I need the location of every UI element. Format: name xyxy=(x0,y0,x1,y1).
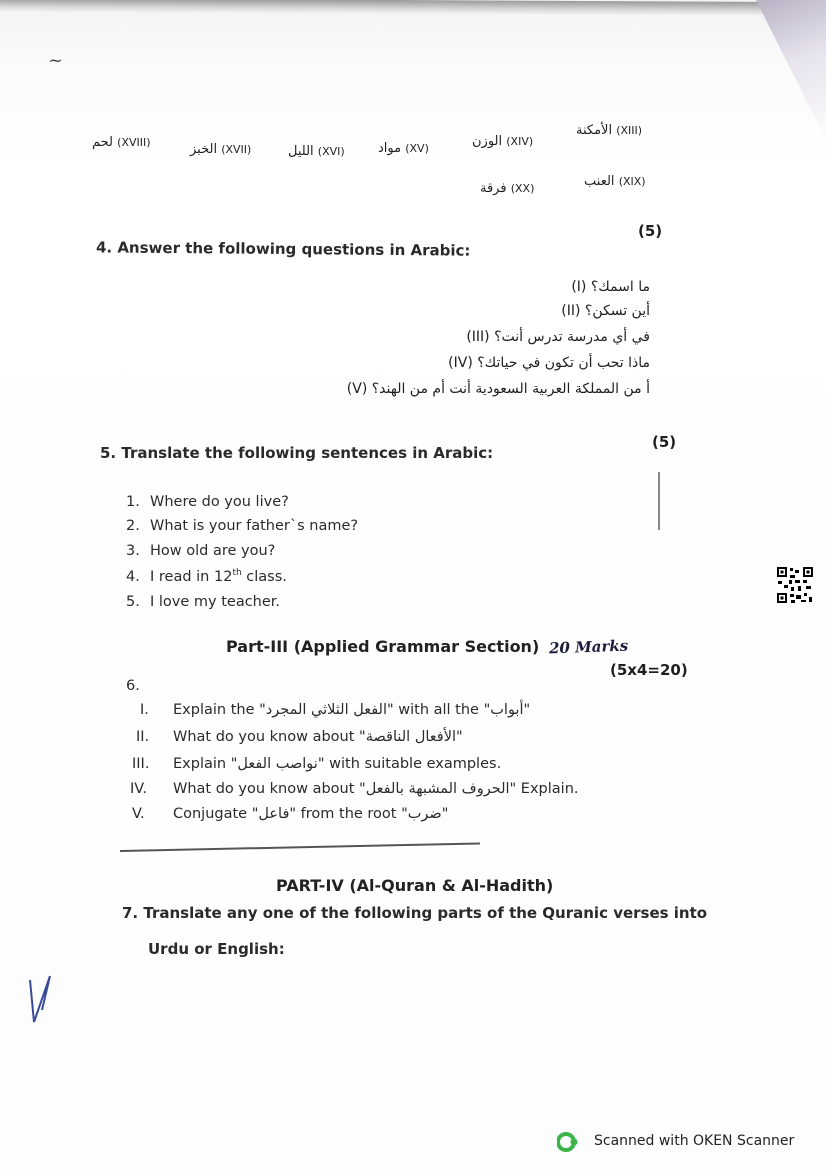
vocab-number: (XIV) xyxy=(506,135,534,148)
vocab-item xyxy=(92,135,151,150)
q5-heading: 5. Translate the following sentences in Arabic: xyxy=(100,444,494,462)
vocab-number: (XVI) xyxy=(317,145,345,158)
vocab-number: (XVIII) xyxy=(117,136,151,149)
q6-item-text: Conjugate "فاعل" from the root "ضرب" xyxy=(173,806,449,822)
vocab-item xyxy=(584,174,646,189)
vocab-item xyxy=(576,123,642,138)
vocab-word: فرقة xyxy=(480,181,507,196)
q6-item xyxy=(132,756,501,772)
q4-item-2: أين تسكن؟ (II) xyxy=(561,303,650,319)
q5-item-text: I love my teacher. xyxy=(150,594,281,610)
q6-item-num: V. xyxy=(132,806,145,822)
q6-number: 6. xyxy=(126,678,140,694)
part4-title: PART-IV (Al-Quran & Al-Hadith) xyxy=(276,876,554,895)
q5-item-text: What is your father`s name? xyxy=(150,518,359,534)
q5-item-num: 3. xyxy=(126,543,140,559)
q4-item-3: في أي مدرسة تدرس أنت؟ (III) xyxy=(466,329,650,345)
vocab-word: لحم xyxy=(92,135,114,150)
q4-item-5: أ من المملكة العربية السعودية أنت أم من الهند؟ (V) xyxy=(346,381,650,397)
q4-item-4: ماذا تحب أن تكون في حياتك؟ (IV) xyxy=(448,355,650,371)
q5-item-num: 5. xyxy=(126,594,140,610)
q5-item xyxy=(126,494,289,510)
q7-heading-line1: 7. Translate any one of the following parts of the Quranic verses into xyxy=(122,904,708,922)
stray-handwriting-mark: ~ xyxy=(48,50,64,71)
handwritten-margin-scribble xyxy=(24,972,60,1032)
q5-item-superscript: th xyxy=(232,568,242,578)
vocab-item xyxy=(190,142,251,157)
q5-item xyxy=(126,594,280,610)
q6-item xyxy=(132,806,448,822)
section-divider xyxy=(120,842,480,852)
q5-item-num: 4. xyxy=(126,568,140,585)
part3-title-text: Part-III (Applied Grammar Section) xyxy=(226,637,540,656)
vocab-number: (XVII) xyxy=(221,143,252,156)
page-curl-shadow xyxy=(756,0,826,140)
vocab-number: (XIII) xyxy=(616,124,643,137)
vocab-item xyxy=(472,134,533,149)
vocab-item xyxy=(288,144,345,159)
q5-item xyxy=(126,568,287,585)
q5-item-text: How old are you? xyxy=(150,543,276,559)
vocab-word: مواد xyxy=(378,141,402,156)
q6-item-num: II. xyxy=(136,729,150,745)
q4-item-1: ما اسمك؟ (I) xyxy=(571,279,650,295)
q6-item-num: I. xyxy=(140,702,149,718)
q6-item xyxy=(140,702,530,718)
part3-scheme: (5x4=20) xyxy=(610,661,688,679)
vocab-item xyxy=(378,141,429,156)
q6-item-text: What do you know about "الحروف المشبهة بالفعل" Explain. xyxy=(173,781,579,797)
part3-handwritten-marks: 20 Marks xyxy=(548,636,629,658)
q6-item-num: IV. xyxy=(130,781,147,797)
scanner-watermark: Scanned with OKEN Scanner xyxy=(594,1133,795,1149)
q4-heading: 4. Answer the following questions in Arabic: xyxy=(95,238,471,260)
vocab-number: (XV) xyxy=(405,142,429,155)
part3-title xyxy=(226,637,628,656)
q5-item-text: Where do you live? xyxy=(150,494,289,510)
vocab-word: العنب xyxy=(584,174,615,189)
q5-item-num: 1. xyxy=(126,494,140,510)
q6-item-text: Explain the "الفعل الثلاثي المجرد" with all the "أبواب" xyxy=(173,702,531,718)
q5-item-text: I read in 12 xyxy=(150,568,233,585)
q6-item-text: Explain "نواصب الفعل" with suitable examples. xyxy=(173,756,502,772)
vocab-word: الليل xyxy=(288,144,314,159)
q6-item-text: What do you know about "الأفعال الناقصة" xyxy=(173,729,463,745)
q6-item-num: III. xyxy=(132,756,150,772)
q6-item xyxy=(136,729,463,745)
vocab-number: (XX) xyxy=(510,182,535,195)
q5-item xyxy=(126,518,358,534)
q4-marks: (5) xyxy=(638,222,663,240)
vocab-word: الخبز xyxy=(190,142,218,157)
q7-heading-line2: Urdu or English: xyxy=(148,940,285,958)
margin-pen-mark xyxy=(658,472,660,530)
vocab-word: الوزن xyxy=(472,134,503,149)
q5-marks: (5) xyxy=(652,433,677,451)
vocab-number: (XIX) xyxy=(618,175,646,188)
q5-item-text-tail: class. xyxy=(241,568,287,585)
q6-item xyxy=(130,781,579,797)
vocab-word: الأمكنة xyxy=(576,123,613,138)
qr-code-icon xyxy=(776,566,814,604)
vocab-item xyxy=(480,181,534,196)
q5-item xyxy=(126,543,275,559)
page-top-shadow xyxy=(0,0,790,16)
oken-scanner-logo-icon xyxy=(557,1131,579,1153)
q5-item-num: 2. xyxy=(126,518,140,534)
